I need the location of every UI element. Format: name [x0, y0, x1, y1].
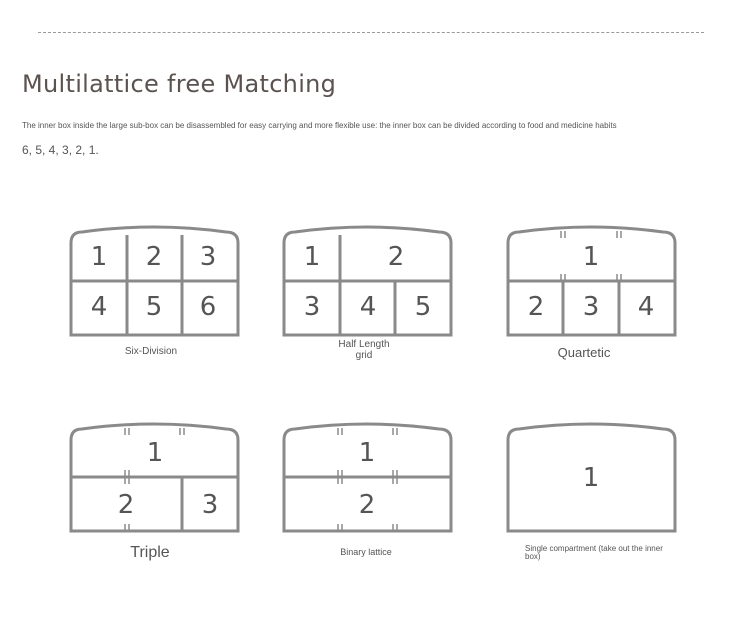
cell-number: 3 — [582, 292, 600, 322]
caption-quartetic: Quartetic — [557, 345, 611, 360]
cell-number: 1 — [90, 242, 108, 272]
compartment-counts: 6, 5, 4, 3, 2, 1. — [22, 143, 99, 157]
caption-binary-lattice: Binary lattice — [340, 547, 392, 557]
cell-number: 3 — [199, 242, 217, 272]
cell-number: 5 — [145, 292, 163, 322]
cell-number: 2 — [527, 292, 545, 322]
diagram-triple — [71, 424, 238, 531]
caption-six-division: Six-Division — [124, 346, 178, 357]
page-title: Multilattice free Matching — [22, 70, 337, 98]
caption-half-length-grid: Half Length grid — [338, 339, 390, 361]
cell-number: 1 — [582, 242, 600, 272]
diagram-quartetic — [508, 227, 675, 335]
cell-number: 1 — [582, 463, 600, 493]
cell-number: 4 — [359, 292, 377, 322]
diagram-binary-lattice — [284, 424, 451, 531]
cell-number: 4 — [90, 292, 108, 322]
cell-number: 1 — [358, 438, 376, 468]
cell-number: 2 — [117, 490, 135, 520]
diagram-half-length-grid — [284, 227, 451, 335]
cell-number: 2 — [145, 242, 163, 272]
cell-number: 3 — [201, 490, 219, 520]
cell-number: 6 — [199, 292, 217, 322]
description-text: The inner box inside the large sub-box can be disassembled for easy carrying and more flexible use: the inner box can be divided according to food and medicine habits — [22, 121, 617, 130]
cell-number: 3 — [303, 292, 321, 322]
cell-number: 1 — [146, 438, 164, 468]
cell-number: 5 — [414, 292, 432, 322]
diagram-single-compartment — [508, 424, 675, 531]
cell-number: 4 — [637, 292, 655, 322]
cell-number: 2 — [387, 242, 405, 272]
caption-single-compartment: Single compartment (take out the inner box) — [525, 544, 663, 562]
cell-number: 1 — [303, 242, 321, 272]
caption-triple: Triple — [130, 544, 170, 561]
cell-number: 2 — [358, 490, 376, 520]
diagram-six-division — [71, 227, 238, 335]
